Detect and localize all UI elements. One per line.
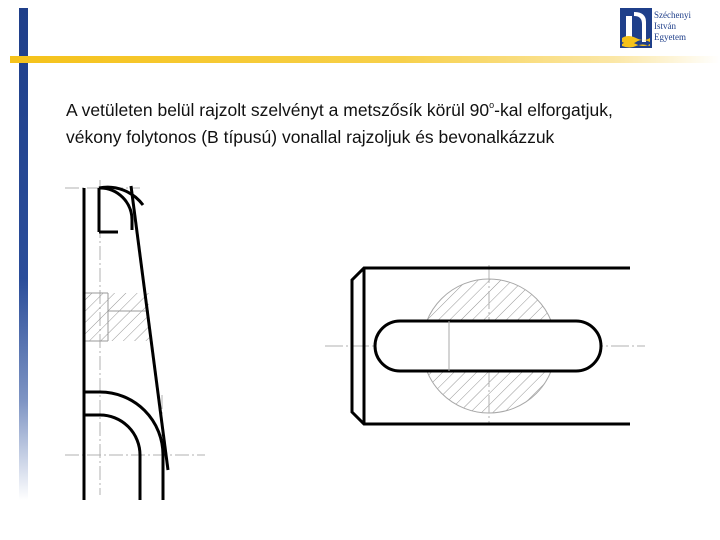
body-text-line-1-start: A vetületen belül rajzolt szelvényt a metszősík körül 90 (66, 100, 490, 120)
logo-line-3: Egyetem (654, 32, 686, 42)
logo-line-1: Széchenyi (654, 10, 691, 20)
shaft-view (325, 265, 645, 425)
logo-line-2: István (654, 21, 676, 31)
revolved-section-hatch (83, 293, 149, 341)
lever-side-view (65, 180, 205, 500)
lever-outline (84, 186, 168, 500)
body-text-line-2: vékony folytonos (B típusú) vonallal rajzoljuk és bevonalkázzuk (66, 127, 555, 147)
degree-mark: o (489, 100, 495, 110)
body-text-line-1-end: -kal elforgatjuk, (494, 100, 613, 120)
